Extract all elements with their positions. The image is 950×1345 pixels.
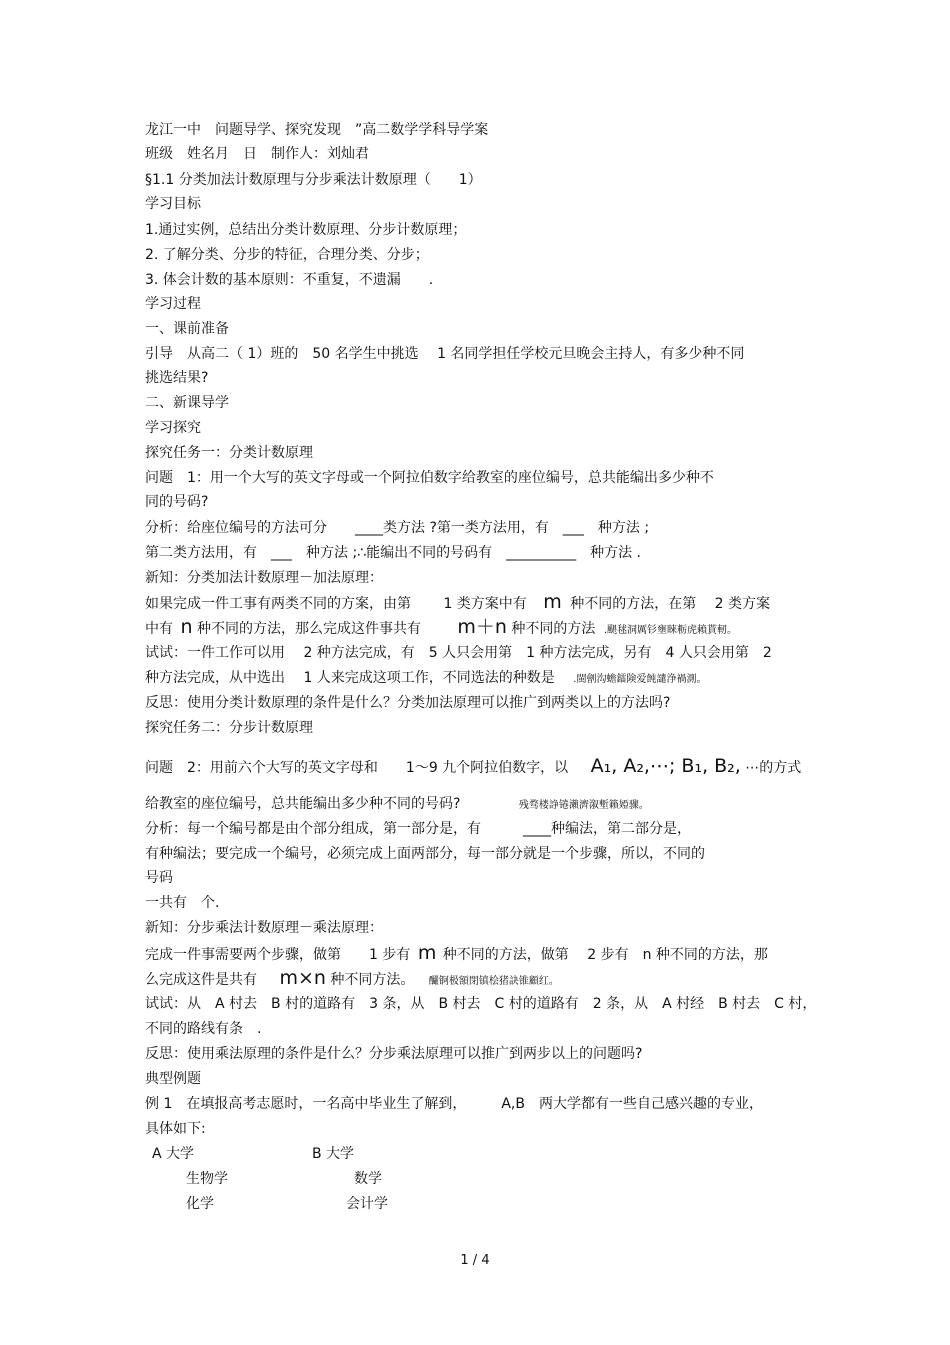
text-segment: 中有	[145, 621, 173, 637]
analysis-2-cont-3: 一共有 个.	[145, 895, 220, 911]
text-segment: ⋯的方式	[745, 760, 802, 776]
reflection-2: 反思：使用乘法原理的条件是什么？分步乘法原理可以推广到两步以上的问题吗?	[145, 1046, 643, 1062]
col-b-item: 会计学	[346, 1196, 388, 1212]
col-b-header: B 大学	[312, 1146, 355, 1162]
math-m-plus-n: m＋n	[457, 616, 507, 638]
col-b-item: 数学	[354, 1171, 382, 1187]
math-m-times-n: m×n	[279, 967, 326, 989]
analysis-1-cont: 第二类方法用，有 ___ 种方法 ;∴能编出不同的号码有 __________ 种方法 .	[145, 545, 641, 561]
addition-principle-line-2	[145, 618, 737, 640]
question-2-cont	[145, 795, 649, 815]
example-1: 例 1 在填报高考志愿时，一名高中毕业生了解到， A,B 两大学都有一些自己感兴趣的专业，	[145, 1096, 763, 1112]
col-a-header: A 大学	[152, 1146, 195, 1162]
analysis-2-cont-2: 号码	[145, 870, 173, 886]
col-a-item: 化学	[186, 1196, 214, 1212]
garbled-text: .閩劊沟蟾鐳険爱飩譴浄禍測。	[573, 674, 707, 685]
text-segment: 种不同的方法，那么完成这件事共有	[196, 621, 421, 637]
analysis-2: 分析：每一个编号都是由个部分组成，第一部分是，有 ____种编法，第二部分是，	[145, 821, 691, 837]
text-segment: 种不同的方法	[511, 621, 596, 637]
text-segment: 种方法完成，从中选出 1 人来完成这项工作，不同选法的种数是	[145, 670, 555, 686]
heading-examples: 典型例题	[145, 1071, 201, 1087]
text-segment: 问题 2：用前六个大写的英文字母和 1～9 九个阿拉伯数字，以	[145, 760, 569, 776]
header-info: 班级 姓名月 日 制作人：刘灿君	[145, 146, 369, 162]
col-a-item: 生物学	[186, 1171, 228, 1187]
new-knowledge-1: 新知：分类加法计数原理－加法原理：	[145, 570, 383, 586]
multiplication-principle-line-2	[145, 969, 559, 991]
goal-3: 3. 体会计数的基本原则：不重复，不遗漏 .	[145, 272, 434, 288]
try-2-cont: 不同的路线有条 .	[145, 1021, 262, 1037]
question-1: 问题 1：用一个大写的英文字母或一个阿拉伯数字给教室的座位编号，总共能编出多少种不	[145, 470, 714, 486]
section-title: §1.1 分类加法计数原理与分步乘法计数原理（ 1）	[145, 172, 482, 188]
math-n: n	[180, 616, 193, 638]
heading-new-lesson: 二、新课导学	[145, 395, 229, 411]
header-title: 龙江一中 问题导学、探究发现 ”高二数学学科导学案	[145, 122, 489, 138]
multiplication-principle-line-1	[145, 944, 768, 964]
garbled-text: .颶毬洞厲钐壅睞粝虎賴貰軔。	[603, 625, 738, 636]
goal-1: 1.通过实例，总结出分类计数原理、分步计数原理；	[145, 222, 467, 238]
intro-text: 引导 从高二（ 1）班的 50 名学生中挑选 1 名同学担任学校元旦晚会主持人，有多少种不同	[145, 346, 745, 362]
intro-text-cont: 挑选结果?	[145, 370, 209, 386]
garbled-text: 釅锕极額閉镇桧猪訣锥顧红。	[428, 976, 559, 987]
garbled-text: 残骛楼諍锩瀨濟溆塹籟婭骤。	[518, 800, 649, 811]
text-segment: 种不同方法。	[330, 972, 415, 988]
task-1-title: 探究任务一：分类计数原理	[145, 445, 313, 461]
example-1-cont: 具体如下:	[145, 1121, 206, 1137]
question-1-cont: 同的号码?	[145, 494, 209, 510]
addition-principle-line-1	[145, 593, 770, 613]
math-m: m	[543, 591, 562, 613]
heading-explore: 学习探究	[145, 420, 201, 436]
math-sequence: A₁, A₂,⋯; B₁, B₂,	[590, 755, 741, 777]
text-segment: 种不同的方法，做第 2 步有 n 种不同的方法，那	[442, 947, 768, 963]
task-2-title: 探究任务二：分步计数原理	[145, 720, 313, 736]
text-segment: 给教室的座位编号，总共能编出多少种不同的号码?	[145, 796, 461, 812]
question-2	[145, 757, 801, 777]
text-segment: 种不同的方法，在第 2 类方案	[570, 596, 771, 612]
heading-preparation: 一、课前准备	[145, 321, 229, 337]
math-m: m	[417, 942, 437, 964]
try-1-cont	[145, 669, 706, 689]
text-segment: 完成一件事需要两个步骤，做第 1 步有	[145, 947, 411, 963]
try-1: 试试：一件工作可以用 2 种方法完成，有 5 人只会用第 1 种方法完成，另有 4 人只会用第 2	[145, 645, 772, 661]
reflection-1: 反思：使用分类计数原理的条件是什么？分类加法原理可以推广到两类以上的方法吗?	[145, 695, 671, 711]
analysis-1: 分析：给座位编号的方法可分 ____类方法 ?第一类方法用，有 ___ 种方法 ;	[145, 520, 650, 536]
text-segment: 么完成这件是共有	[145, 972, 257, 988]
analysis-2-cont: 有种编法；要完成一个编号，必须完成上面两部分，每一部分就是一个步骤，所以，不同的	[145, 846, 705, 862]
page-number: 1 / 4	[460, 1253, 490, 1268]
goal-2: 2. 了解分类、分步的特征，合理分类、分步；	[145, 247, 429, 263]
heading-process: 学习过程	[145, 296, 201, 312]
heading-goals: 学习目标	[145, 196, 201, 212]
text-segment: 如果完成一件工事有两类不同的方案，由第 1 类方案中有	[145, 596, 527, 612]
try-2: 试试：从 A 村去 B 村的道路有 3 条，从 B 村去 C 村的道路有 2 条，从 A 村经 B 村去 C 村，	[145, 996, 817, 1012]
new-knowledge-2: 新知：分步乘法计数原理－乘法原理：	[145, 920, 383, 936]
